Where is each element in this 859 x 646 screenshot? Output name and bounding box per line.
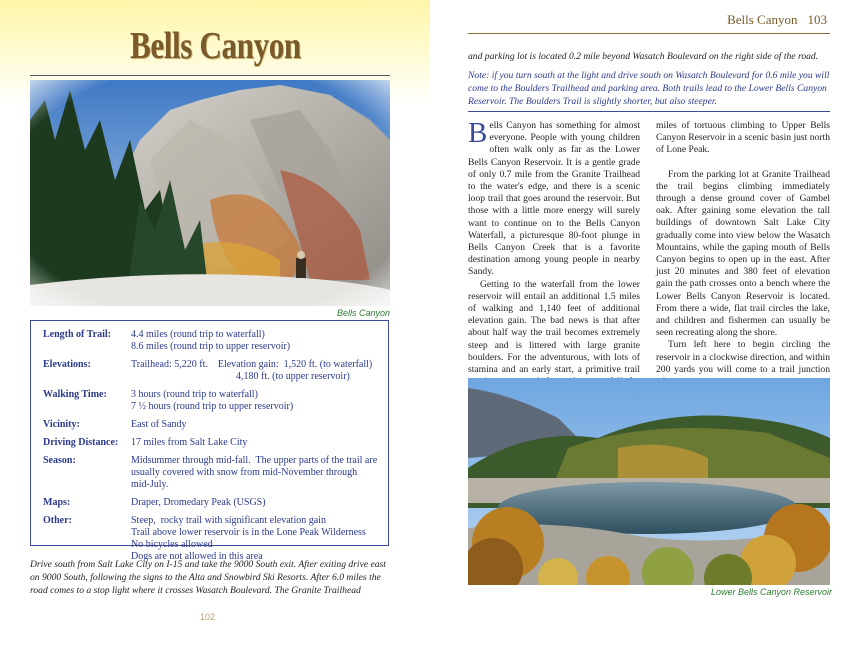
driving-directions: Drive south from Salt Lake City on I-15 and take the 9000 South exit. After exiting drive east on 9000 South, following the signs to the Alta and Snowbird Ski Resorts. After 6.0 miles the road comes to a stop light where it crosses Wasatch Boulevard. The Granite Trailhead [30, 559, 386, 596]
info-value: Dogs are not allowed in this area [131, 551, 263, 562]
info-value: 7 ½ hours (round trip to upper reservoir) [131, 401, 294, 412]
paragraph [468, 117, 640, 279]
trail-info-box [30, 320, 389, 562]
info-row-other [43, 515, 378, 563]
info-value: 8.6 miles (round trip to upper reservoir) [131, 341, 291, 352]
info-label: Length of Trail: [43, 329, 111, 340]
page-number: 102 [200, 612, 216, 622]
info-value: 17 miles from Salt Lake City [131, 437, 248, 448]
info-row-season [43, 455, 378, 491]
reservoir-photo [468, 378, 830, 585]
text-column-2 [656, 120, 830, 388]
info-value: Trailhead: 5,220 ft. Elevation gain: 1,520 ft. (to waterfall) [131, 359, 373, 370]
info-label: Walking Time: [43, 389, 107, 400]
photo-caption: Lower Bells Canyon Reservoir [711, 587, 833, 597]
page-number: 103 [807, 12, 827, 27]
drop-cap: B [468, 117, 488, 149]
info-row-elevations [43, 359, 378, 383]
paragraph: From the parking lot at Granite Trailhead the trail begins climbing immediately through a dense ground cover of Gambel oak. After gaining some elevation the tall buildings of downtown Salt Lake City gradually come into view below the Wasatch Mountains, while the gaping mouth of Bells Canyon begins to open up in the east. After just 20 minutes and 380 feet of elevation gain the path crosses onto a bench where the Lower Bells Canyon Reservoir is located. From there a wide, flat trail circles the lake, and children and fishermen can usually be seen recreating along the shore. [656, 168, 830, 339]
section-rule [468, 111, 830, 112]
info-value: Steep, rocky trail with significant elevation gain [131, 515, 326, 526]
photo-caption: Bells Canyon [336, 308, 390, 318]
info-label: Elevations: [43, 359, 91, 370]
running-title: Bells Canyon [727, 12, 798, 27]
running-header [717, 12, 827, 28]
title-rule [30, 75, 390, 76]
info-value: East of Sandy [131, 419, 187, 430]
info-value: Draper, Dromedary Peak (USGS) [131, 497, 266, 508]
paragraph: Getting to the waterfall from the lower reservoir will entail an additional 1.5 miles of walking and 1,140 feet of additional elevation gain. The bad news is that after about half way the trail becomes extremely steep and is littered with large granite boulders. For the adventurous, with lots of stamina and an early start, a primitive trail [468, 278, 640, 376]
info-label: Other: [43, 515, 72, 526]
text-column-1 [468, 117, 640, 401]
info-value: Midsummer through mid-fall. The upper parts of the trail are usually covered with snow from mid-November through mid-July. [131, 455, 380, 490]
info-value: Trail above lower reservoir is in the Lone Peak Wilderness [131, 527, 366, 538]
info-label: Season: [43, 455, 76, 466]
page-title: Bells Canyon [130, 25, 301, 67]
info-row-vicinity [43, 419, 378, 431]
paragraph: Turn left here to begin circling the reservoir in a clockwise direction, and within 200 yards you will come to a trail junction [656, 339, 830, 375]
header-rule [468, 33, 830, 34]
info-label: Vicinity: [43, 419, 80, 430]
info-row-driving-distance [43, 437, 378, 449]
info-row-maps [43, 497, 378, 509]
info-row-walking-time [43, 389, 378, 413]
paragraph-text: ells Canyon has something for almost everyone. People with young children often walk only as far as the Lower Bells Canyon Reservoir. It is a gentle grade of only 0.7 mile from the Granite Trailhead to the water's edge, and there is a scenic loop trail that goes around the reservoir. But those with a little more energy will surely want to continue on to the Bells Canyon Waterfall, a picturesque 80-foot plunge in Bells Canyon Creek that is a favorite destination among young people in nearby Sandy. [468, 120, 640, 278]
info-label: Maps: [43, 497, 71, 508]
bells-canyon-photo [30, 80, 390, 306]
trailhead-note: Note: if you turn south at the light and drive south on Wasatch Boulevard for 0.6 mile you will come to the Boulders Trailhead and parking area. Both trails lead to the Lower Bells Canyon Reservoir. The Boulders Trail is slightly shorter, but also steeper. [468, 70, 830, 107]
info-value: No bicycles allowed [131, 539, 213, 550]
paragraph: miles of tortuous climbing to Upper Bells Canyon Reservoir in a scenic basin just north of Lone Peak. [656, 120, 830, 156]
info-value: 4.4 miles (round trip to waterfall) [131, 329, 265, 340]
info-row-length [43, 329, 378, 353]
info-value: 3 hours (round trip to waterfall) [131, 389, 258, 400]
info-value: 4,180 ft. (to upper reservoir) [131, 371, 350, 382]
info-label: Driving Distance: [43, 437, 119, 448]
right-page [430, 0, 859, 646]
continued-directions: and parking lot is located 0.2 mile beyond Wasatch Boulevard on the right side of the road. [468, 51, 819, 62]
